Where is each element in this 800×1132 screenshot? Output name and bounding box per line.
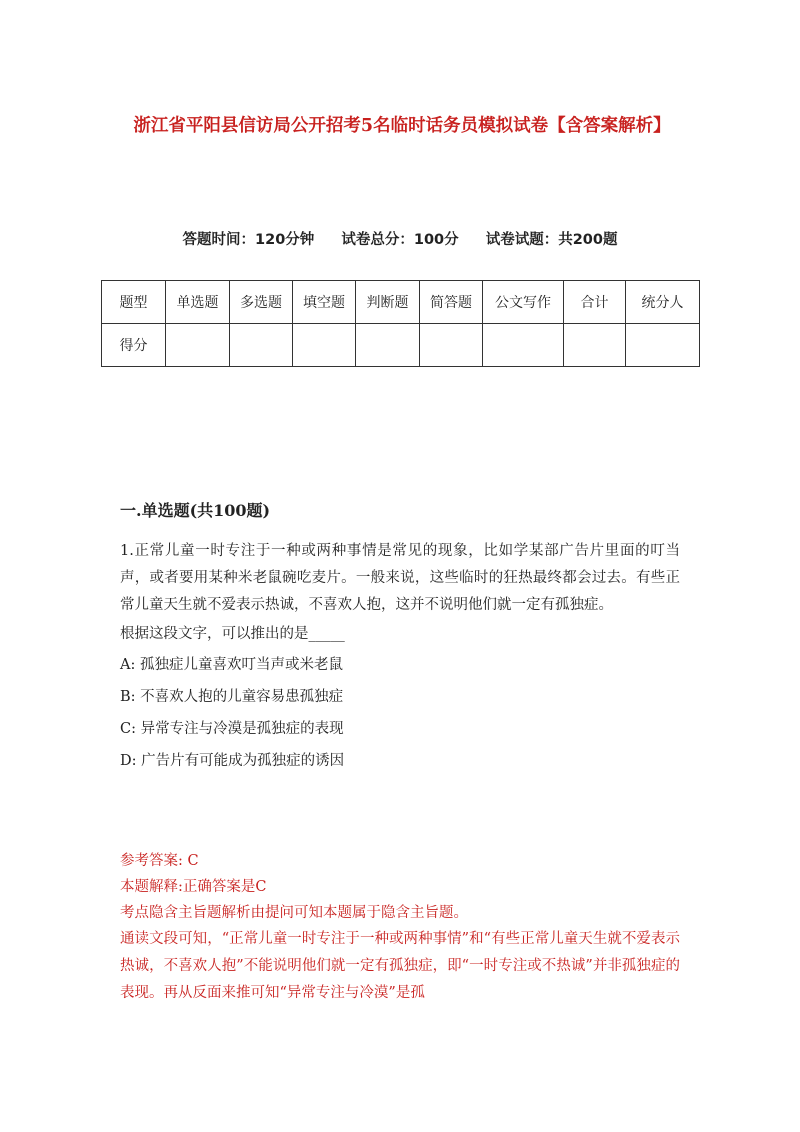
reference-answer: 参考答案: C [120, 853, 199, 869]
answer-point: 考点隐含主旨题解析由提问可知本题属于隐含主旨题。 [120, 905, 468, 921]
score-cell [626, 324, 700, 367]
score-table-header: 单选题 [166, 281, 230, 324]
score-table-header-row [102, 281, 700, 324]
score-table-header: 公文写作 [483, 281, 564, 324]
option-b: B: 不喜欢人抱的儿童容易患孤独症 [120, 689, 344, 705]
score-cell [230, 324, 293, 367]
exam-meta [0, 228, 800, 249]
score-table-score-row [102, 324, 700, 367]
score-table-header: 合计 [564, 281, 626, 324]
answer-explanation: 通读文段可知，“正常儿童一时专注于一种或两种事情”和“有些正常儿童天生就不爱表示热诚，不喜欢人抱”不能说明他们就一定有孤独症，即“一时专注或不热诚”并非孤独症的表现。再从反面来推可知“异常专注与冷漠”是孤 [120, 931, 680, 1001]
exam-question-count: 试卷试题：共200题 [485, 232, 618, 248]
score-table-header: 多选题 [230, 281, 293, 324]
option-a: A: 孤独症儿童喜欢叮当声或米老鼠 [120, 657, 343, 673]
score-table-header: 统分人 [626, 281, 700, 324]
section-title: 一.单选题(共100题) [120, 501, 271, 520]
score-table [101, 280, 700, 367]
question-stem: 1.正常儿童一时专注于一种或两种事情是常见的现象，比如学某部广告片里面的叮当声，或者要用某种米老鼠碗吃麦片。一般来说，这些临时的狂热最终都会过去。有些正常儿童天生就不爱表示热诚，不喜欢人抱，这并不说明他们就一定有孤独症。 [120, 543, 680, 613]
score-table-header: 简答题 [420, 281, 483, 324]
score-cell [166, 324, 230, 367]
score-cell [420, 324, 483, 367]
score-cell [483, 324, 564, 367]
question-block [120, 538, 680, 777]
option-d: D: 广告片有可能成为孤独症的诱因 [120, 753, 345, 769]
score-table-header: 判断题 [356, 281, 420, 324]
question-prompt: 根据这段文字，可以推出的是_____ [120, 626, 345, 642]
score-cell [356, 324, 420, 367]
score-row-label: 得分 [102, 324, 166, 367]
explanation-head: 本题解释:正确答案是C [120, 879, 267, 895]
document-title: 浙江省平阳县信访局公开招考5名临时话务员模拟试卷【含答案解析】 [133, 116, 671, 136]
option-c: C: 异常专注与冷漠是孤独症的表现 [120, 721, 344, 737]
answer-block [120, 848, 680, 1007]
exam-total-score: 试卷总分：100分 [341, 232, 459, 248]
score-table-header: 填空题 [293, 281, 356, 324]
exam-time: 答题时间：120分钟 [182, 232, 315, 248]
score-cell [293, 324, 356, 367]
score-cell [564, 324, 626, 367]
score-table-header: 题型 [102, 281, 166, 324]
